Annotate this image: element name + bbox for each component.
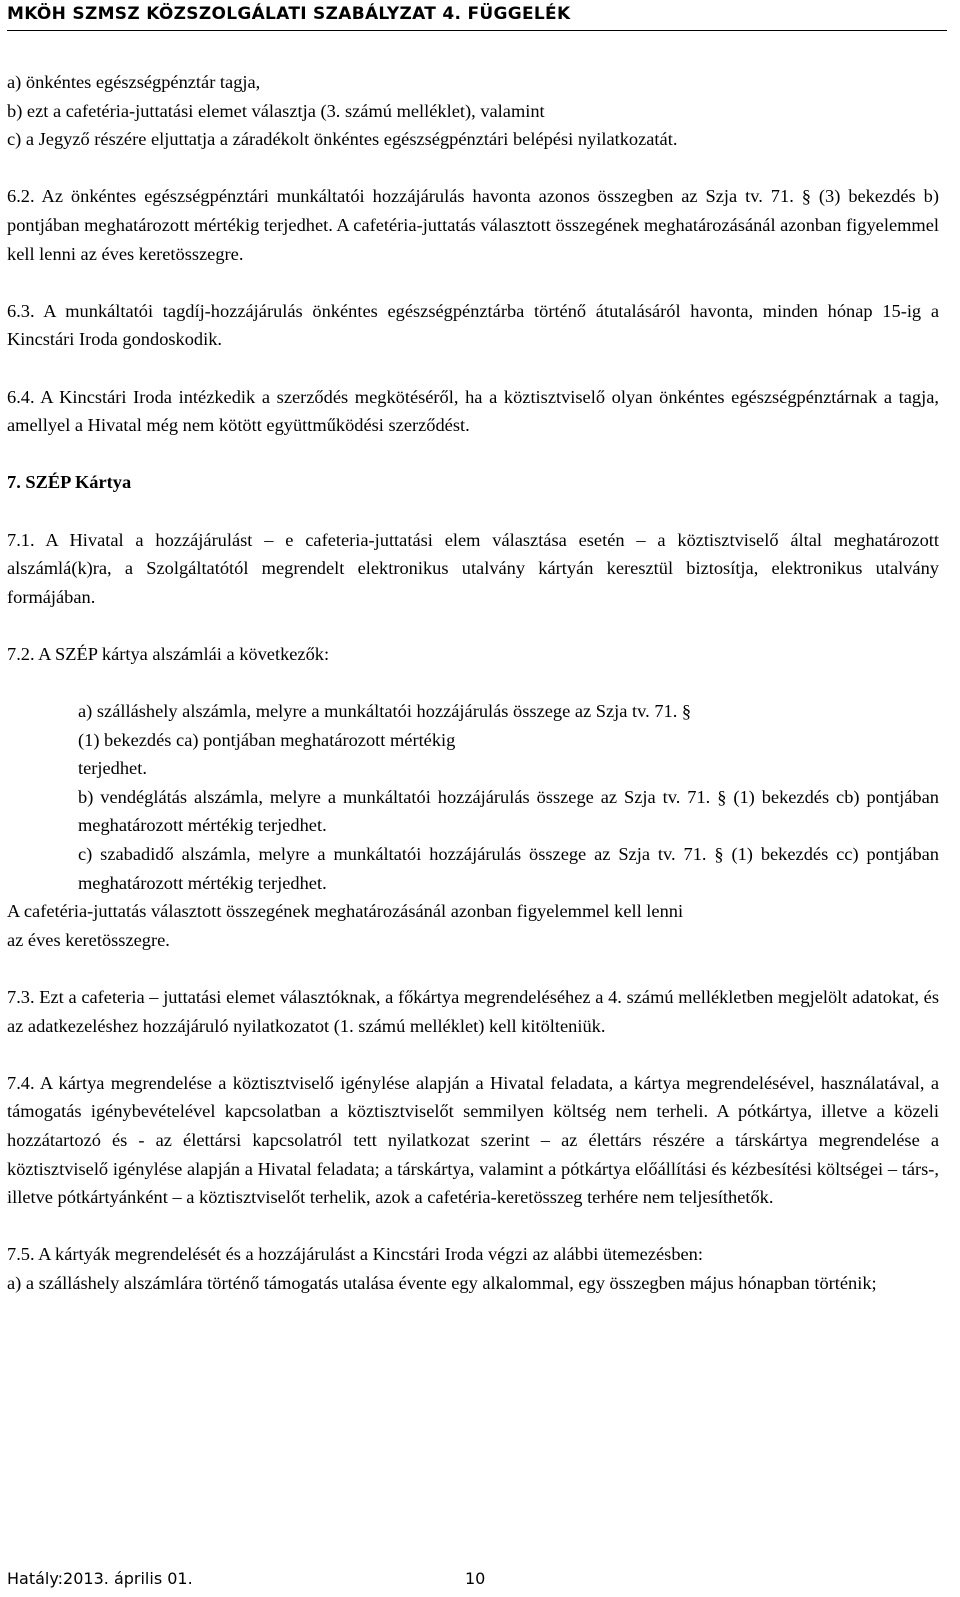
- section-heading-7: 7. SZÉP Kártya: [7, 472, 132, 493]
- page-number: 10: [465, 1569, 486, 1588]
- list-item-c: c) szabadidő alszámla, melyre a munkáltatói hozzájárulás összege az Szja tv. 71. § (1) bekezdés cc) pontjában meghatározott mértékig terjedhet.: [78, 844, 939, 893]
- note-line-2: az éves keretösszegre.: [7, 929, 170, 950]
- paragraph-7-1: 7.1. A Hivatal a hozzájárulást – e cafeteria-juttatási elem választása esetén – a köztisztviselő által meghatározott alszámlá(k)ra, a Szolgáltatótól megrendelt elektronikus utalvány kártyán keresztül biztosítja, elektronikus utalvány formájában.: [7, 529, 939, 607]
- paragraph-7-3: 7.3. Ezt a cafeteria – juttatási elemet választóknak, a főkártya megrendeléséhez a 4. számú mellékletben megjelölt adatokat, és az adatkezeléshez hozzájáruló nyilatkozatot (1. számú melléklet) kell kitölteniük.: [7, 987, 939, 1036]
- intro-item-c: c) a Jegyző részére eljuttatja a záradékolt önkéntes egészségpénztári belépési nyilatkozatát.: [7, 129, 678, 150]
- list-item-a: [7, 697, 939, 783]
- list-item-a-line-3: terjedhet.: [78, 758, 147, 779]
- intro-item-a: a) önkéntes egészségpénztár tagja,: [7, 72, 261, 92]
- note-line-1: A cafetéria-juttatás választott összegének meghatározásánál azonban figyelemmel kell lenni: [7, 901, 684, 922]
- paragraph-7-5: 7.5. A kártyák megrendelését és a hozzájárulást a Kincstári Iroda végzi az alábbi ütemezésben:: [7, 1244, 703, 1265]
- paragraph-6-4: 6.4. A Kincstári Iroda intézkedik a szerződés megkötéséről, ha a köztisztviselő olyan önkéntes egészségpénztárnak a tagja, amellyel a Hivatal még nem kötött együttműködési szerződést.: [7, 386, 939, 436]
- szep-subaccount-list: [7, 697, 939, 897]
- paragraph-7-5-a: a) a szálláshely alszámlára történő támogatás utalása évente egy alkalommal, egy összegben május hónapban történik;: [7, 1272, 877, 1293]
- page-header: MKÖH SZMSZ KÖZSZOLGÁLATI SZABÁLYZAT 4. FÜGGELÉK: [7, 4, 947, 31]
- paragraph-7-4: 7.4. A kártya megrendelése a köztisztviselő igénylése alapján a Hivatal feladata, a kártya megrendelésével, használatával, a támogatás igénybevételével kapcsolatban a köztisztviselőt semmilyen költség nem terheli. A pótkártya, illetve a közeli hozzátartozó és - az élettársi kapcsolatról tett nyilatkozat szerint – az élettárs részére a társkártya megrendelése a köztisztviselő igénylése alapján a Hivatal feladata; a társkártya, valamint a pótkártya előállítási és kézbesítési költségei – társ-, illetve pótkártyánként – a köztisztviselőt terhelik, azok a cafetéria-keretösszeg terhére nem teljesíthetők.: [7, 1072, 939, 1208]
- intro-item-b: b) ezt a cafetéria-juttatási elemet választja (3. számú melléklet), valamint: [7, 100, 545, 121]
- list-item-a-line-1: a) szálláshely alszámla, melyre a munkáltatói hozzájárulás összege az Szja tv. 71. §: [78, 701, 692, 722]
- page-footer: [7, 1569, 486, 1588]
- paragraph-6-3: 6.3. A munkáltatói tagdíj-hozzájárulás önkéntes egészségpénztárba történő átutalásáról havonta, minden hónap 15-ig a Kincstári Iroda gondoskodik.: [7, 300, 939, 350]
- paragraph-7-2: 7.2. A SZÉP kártya alszámlái a következők:: [7, 643, 330, 664]
- list-item-a-line-2: (1) bekezdés ca) pontjában meghatározott mértékig: [78, 729, 456, 750]
- effective-date: Hatály:2013. április 01.: [7, 1569, 193, 1588]
- paragraph-6-2: 6.2. Az önkéntes egészségpénztári munkáltatói hozzájárulás havonta azonos összegben az Szja tv. 71. § (3) bekezdés b) pontjában meghatározott mértékig terjedhet. A cafetéria-juttatás választott összegének meghatározásánál azonban figyelemmel kell lenni az éves keretösszegre.: [7, 186, 939, 264]
- list-item-b: b) vendéglátás alszámla, melyre a munkáltatói hozzájárulás összege az Szja tv. 71. § (1) bekezdés cb) pontjában meghatározott mértékig terjedhet.: [78, 786, 939, 836]
- paragraph-7-2-note: [7, 897, 939, 954]
- document-body: [7, 68, 939, 1298]
